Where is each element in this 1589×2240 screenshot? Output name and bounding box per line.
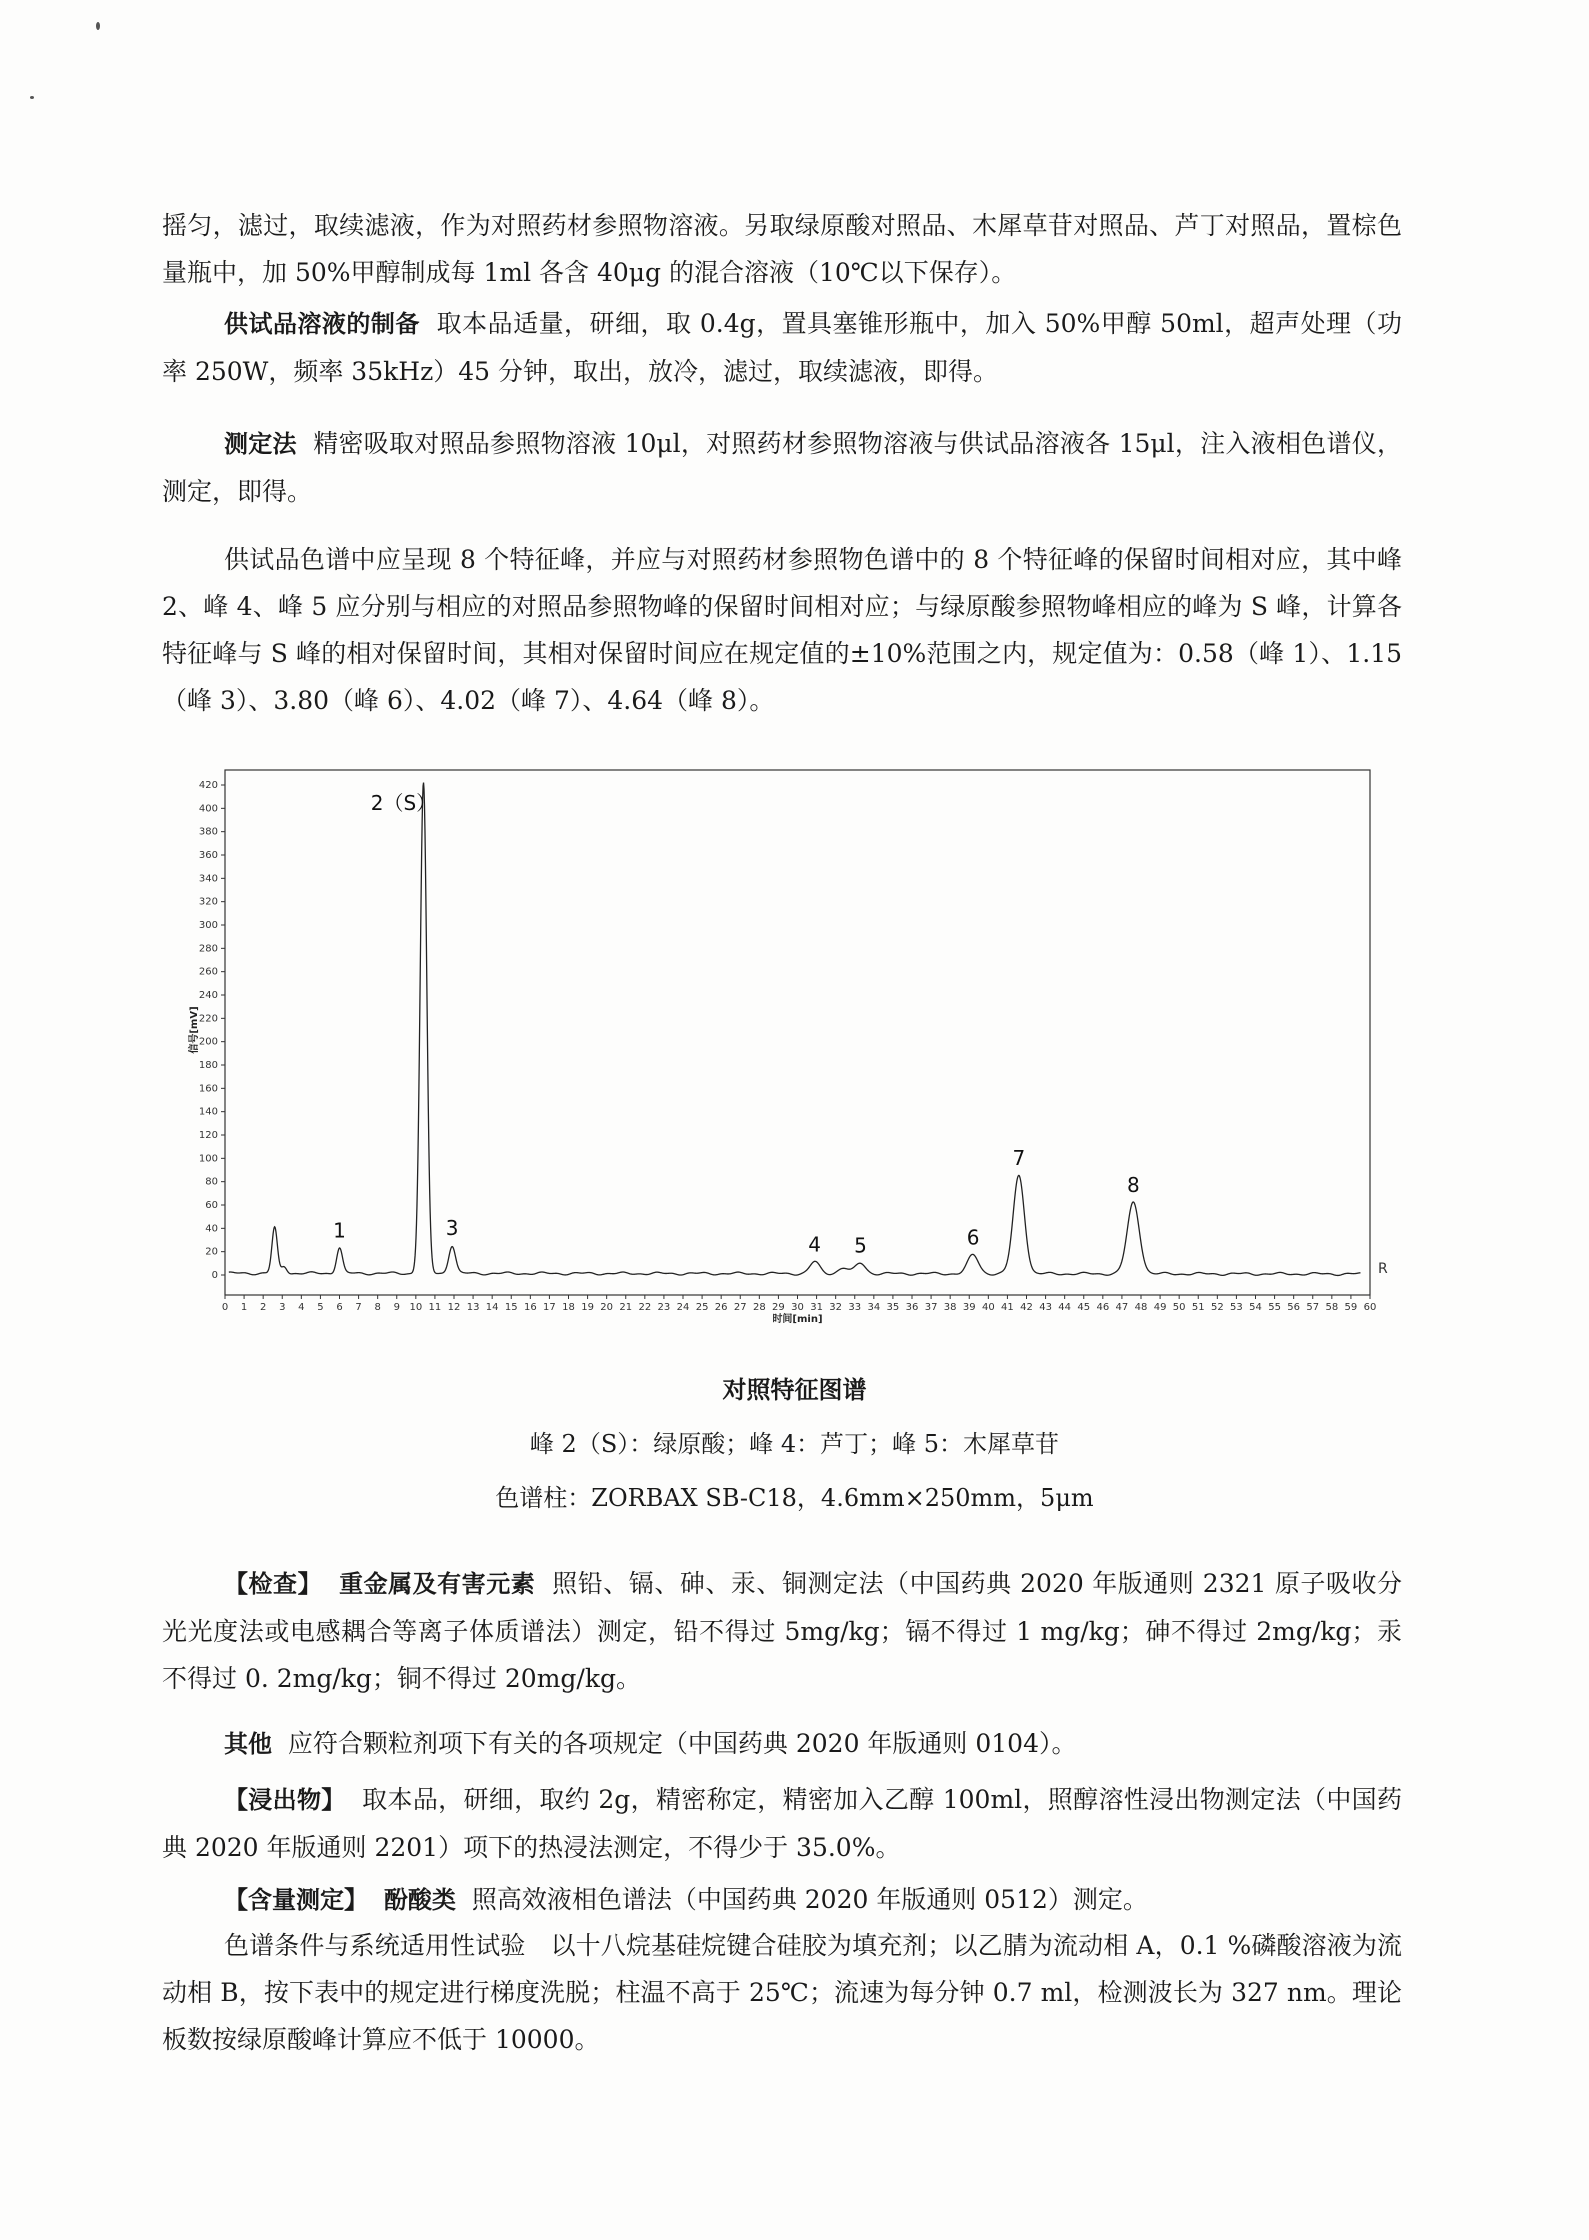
paragraph-peak-requirements — [162, 536, 1402, 724]
x-tick-label: 56 — [1287, 1302, 1301, 1313]
section-tag: 【浸出物】 — [224, 1786, 346, 1814]
x-tick-label: 11 — [428, 1302, 442, 1313]
x-tick-label: 58 — [1325, 1302, 1339, 1313]
paragraph-text: 摇匀，滤过，取续滤液，作为对照药材参照物溶液。另取绿原酸对照品、木犀草苷对照品、芦丁对照品，置棕色量瓶中，加 50%甲醇制成每 1ml 各含 40μg 的混合溶液（10℃以下保存）。 — [162, 211, 1402, 287]
paragraph-text: 供试品色谱中应呈现 8 个特征峰，并应与对照药材参照物色谱中的 8 个特征峰的保留时间相对应，其中峰 2、峰 4、峰 5 应分别与相应的对照品参照物峰的保留时间相对应；与绿原酸参照物峰相应的峰为 S 峰，计算各特征峰与 S 峰的相对保留时间，其相对保留时间应在规定值的±10%范围之内，规定值为：0.58（峰 1）、1.15（峰 3）、3.80（峰 6）、4.02（峰 7）、4.64（峰 8）。 — [162, 545, 1402, 715]
x-tick-label: 29 — [772, 1302, 785, 1313]
paragraph-other — [162, 1720, 1402, 1768]
x-tick-label: 55 — [1268, 1302, 1281, 1313]
y-tick-label: 0 — [211, 1270, 218, 1281]
x-tick-label: 31 — [810, 1302, 823, 1313]
paragraph-extract — [162, 1776, 1402, 1871]
y-tick-label: 40 — [205, 1223, 218, 1235]
y-tick-label: 80 — [205, 1176, 218, 1188]
x-tick-label: 25 — [695, 1302, 709, 1313]
y-tick-label: 400 — [198, 803, 218, 815]
figure-peak-legend: 峰 2（S）：绿原酸；峰 4：芦丁；峰 5：木犀草苷 — [529, 1430, 1060, 1458]
figure-title: 对照特征图谱 — [722, 1376, 867, 1404]
y-tick-label: 380 — [198, 826, 218, 838]
x-tick-label: 10 — [409, 1302, 423, 1313]
x-tick-label: 51 — [1191, 1302, 1205, 1313]
x-tick-label: 2 — [259, 1302, 267, 1313]
x-tick-label: 5 — [317, 1302, 324, 1313]
x-tick-label: 20 — [600, 1302, 614, 1313]
paragraph-text: 取本品，研细，取约 2g，精密称定，精密加入乙醇 100ml，照醇溶性浸出物测定法（中国药典 2020 年版通则 2201）项下的热浸法测定，不得少于 35.0%。 — [162, 1785, 1402, 1862]
x-tick-label: 37 — [924, 1302, 938, 1313]
x-tick-label: 38 — [943, 1302, 957, 1313]
y-tick-label: 300 — [198, 920, 218, 931]
y-tick-label: 260 — [198, 966, 218, 978]
x-tick-label: 45 — [1077, 1302, 1091, 1313]
x-tick-label: 1 — [240, 1302, 248, 1313]
x-tick-label: 44 — [1058, 1302, 1072, 1313]
x-tick-label: 52 — [1210, 1302, 1224, 1313]
x-tick-label: 49 — [1153, 1302, 1167, 1313]
section-heading: 供试品溶液的制备 — [224, 310, 420, 338]
section-heading: 测定法 — [224, 430, 297, 458]
paragraph-reference-solution — [162, 202, 1402, 296]
x-tick-label: 22 — [638, 1302, 652, 1313]
peak-label: 5 — [854, 1233, 867, 1258]
x-tick-label: 50 — [1172, 1302, 1186, 1313]
section-heading: 其他 — [224, 1730, 272, 1758]
section-tag: 【含量测定】 — [224, 1886, 368, 1914]
y-tick-label: 200 — [198, 1036, 218, 1048]
peak-label: 7 — [1012, 1146, 1026, 1170]
y-tick-label: 420 — [198, 780, 218, 791]
x-tick-label: 23 — [657, 1302, 671, 1313]
x-tick-label: 40 — [981, 1302, 995, 1313]
x-tick-label: 7 — [355, 1302, 362, 1313]
x-tick-label: 24 — [676, 1302, 690, 1313]
peak-label: 3 — [445, 1216, 459, 1240]
paragraph-text: 精密吸取对照品参照物溶液 10μl，对照药材参照物溶液与供试品溶液各 15μl，注入液相色谱仪，测定，即得。 — [162, 429, 1402, 506]
x-tick-label: 35 — [886, 1302, 900, 1313]
x-tick-label: 59 — [1344, 1302, 1358, 1313]
x-tick-label: 15 — [504, 1302, 518, 1313]
x-tick-label: 57 — [1306, 1302, 1320, 1313]
section-heading: 酚酸类 — [383, 1886, 456, 1914]
paragraph-text: 色谱条件与系统适用性试验 以十八烷基硅烷键合硅胶为填充剂；以乙腈为流动相 A，0.1 %磷酸溶液为流动相 B，按下表中的规定进行梯度洗脱；柱温不高于 25℃；流速为每分钟 0.7 ml，检测波长为 327 nm。理论板数按绿原酸峰计算应不低于 10000。 — [162, 1931, 1402, 2054]
y-tick-label: 180 — [198, 1060, 218, 1071]
peak-label: 1 — [333, 1218, 346, 1243]
paragraph-text: 取本品适量，研细，取 0.4g，置具塞锥形瓶中，加入 50%甲醇 50ml，超声处理（功率 250W，频率 35kHz）45 分钟，取出，放冷，滤过，取续滤液，即得。 — [162, 309, 1403, 386]
paragraph-conditions — [162, 1922, 1402, 2063]
paragraph-inspection — [162, 1560, 1402, 1702]
x-tick-label: 21 — [619, 1302, 633, 1313]
x-tick-label: 14 — [485, 1302, 499, 1313]
y-axis-label: 信号[mV] — [189, 1006, 200, 1054]
x-tick-label: 26 — [714, 1302, 728, 1313]
scan-speck — [96, 22, 100, 30]
y-tick-label: 120 — [198, 1130, 218, 1141]
x-tick-label: 9 — [393, 1302, 400, 1313]
y-tick-label: 100 — [198, 1153, 218, 1165]
y-tick-label: 160 — [198, 1083, 218, 1095]
paragraph-text: 照高效液相色谱法（中国药典 2020 年版通则 0512）测定。 — [471, 1885, 1148, 1914]
x-tick-label: 53 — [1230, 1302, 1243, 1313]
x-tick-label: 0 — [221, 1302, 229, 1313]
chromatogram-chart — [190, 770, 1420, 1350]
y-tick-label: 60 — [205, 1200, 218, 1211]
plot-frame — [225, 770, 1370, 1295]
chromatogram-svg — [190, 770, 1420, 1350]
y-tick-label: 360 — [198, 850, 218, 861]
figure-column-info: 色谱柱：ZORBAX SB-C18，4.6mm×250mm，5μm — [495, 1484, 1094, 1512]
x-tick-label: 16 — [523, 1302, 537, 1313]
y-tick-label: 220 — [198, 1013, 218, 1025]
x-tick-label: 47 — [1115, 1302, 1129, 1313]
signal-trace — [229, 783, 1361, 1276]
y-tick-label: 240 — [198, 990, 218, 1001]
paragraph-test-solution — [162, 300, 1402, 395]
x-tick-label: 19 — [581, 1302, 594, 1313]
x-tick-label: 8 — [374, 1302, 381, 1313]
peak-label: 8 — [1126, 1172, 1140, 1197]
y-tick-label: 280 — [198, 943, 218, 955]
x-tick-label: 46 — [1096, 1302, 1110, 1313]
x-axis-label: 时间[min] — [772, 1314, 823, 1325]
x-tick-label: 60 — [1363, 1302, 1377, 1313]
peak-label: 4 — [808, 1232, 822, 1257]
x-tick-label: 33 — [848, 1302, 862, 1313]
x-tick-label: 39 — [962, 1302, 976, 1313]
y-tick-label: 20 — [205, 1246, 218, 1258]
y-tick-label: 340 — [198, 873, 218, 885]
paragraph-assay — [162, 1876, 1402, 1924]
x-tick-label: 42 — [1020, 1302, 1033, 1313]
y-tick-label: 140 — [198, 1106, 218, 1118]
peak-label: 2（S） — [370, 791, 437, 815]
paragraph-text: 应符合颗粒剂项下有关的各项规定（中国药典 2020 年版通则 0104）。 — [287, 1729, 1077, 1758]
x-tick-label: 27 — [733, 1302, 747, 1313]
x-tick-label: 43 — [1039, 1302, 1052, 1313]
x-tick-label: 36 — [905, 1302, 919, 1313]
x-tick-label: 4 — [298, 1302, 305, 1313]
paragraph-text: 照铅、镉、砷、汞、铜测定法（中国药典 2020 年版通则 2321 原子吸收分光光度法或电感耦合等离子体质谱法）测定，铅不得过 5mg/kg；镉不得过 1 mg/kg；砷不得过 2mg/kg；汞不得过 0. 2mg/kg；铜不得过 20mg/kg。 — [162, 1569, 1402, 1693]
end-marker: R — [1378, 1261, 1388, 1277]
x-tick-label: 12 — [447, 1302, 461, 1313]
x-tick-label: 34 — [867, 1302, 881, 1313]
x-tick-label: 30 — [791, 1302, 804, 1313]
x-tick-label: 17 — [543, 1302, 556, 1313]
x-tick-label: 41 — [1001, 1302, 1014, 1313]
x-tick-label: 3 — [279, 1302, 286, 1313]
x-tick-label: 6 — [336, 1302, 343, 1313]
section-heading: 重金属及有害元素 — [339, 1570, 536, 1598]
paragraph-method — [162, 420, 1402, 515]
peak-label: 6 — [966, 1225, 980, 1250]
section-tag: 【检查】 — [224, 1570, 323, 1598]
scan-speck — [30, 96, 34, 99]
y-tick-label: 320 — [198, 896, 218, 908]
x-tick-label: 18 — [562, 1302, 575, 1313]
x-tick-label: 54 — [1249, 1302, 1262, 1313]
x-tick-label: 28 — [752, 1302, 766, 1313]
x-tick-label: 13 — [466, 1302, 480, 1313]
x-tick-label: 32 — [829, 1302, 843, 1313]
x-tick-label: 48 — [1134, 1302, 1148, 1313]
